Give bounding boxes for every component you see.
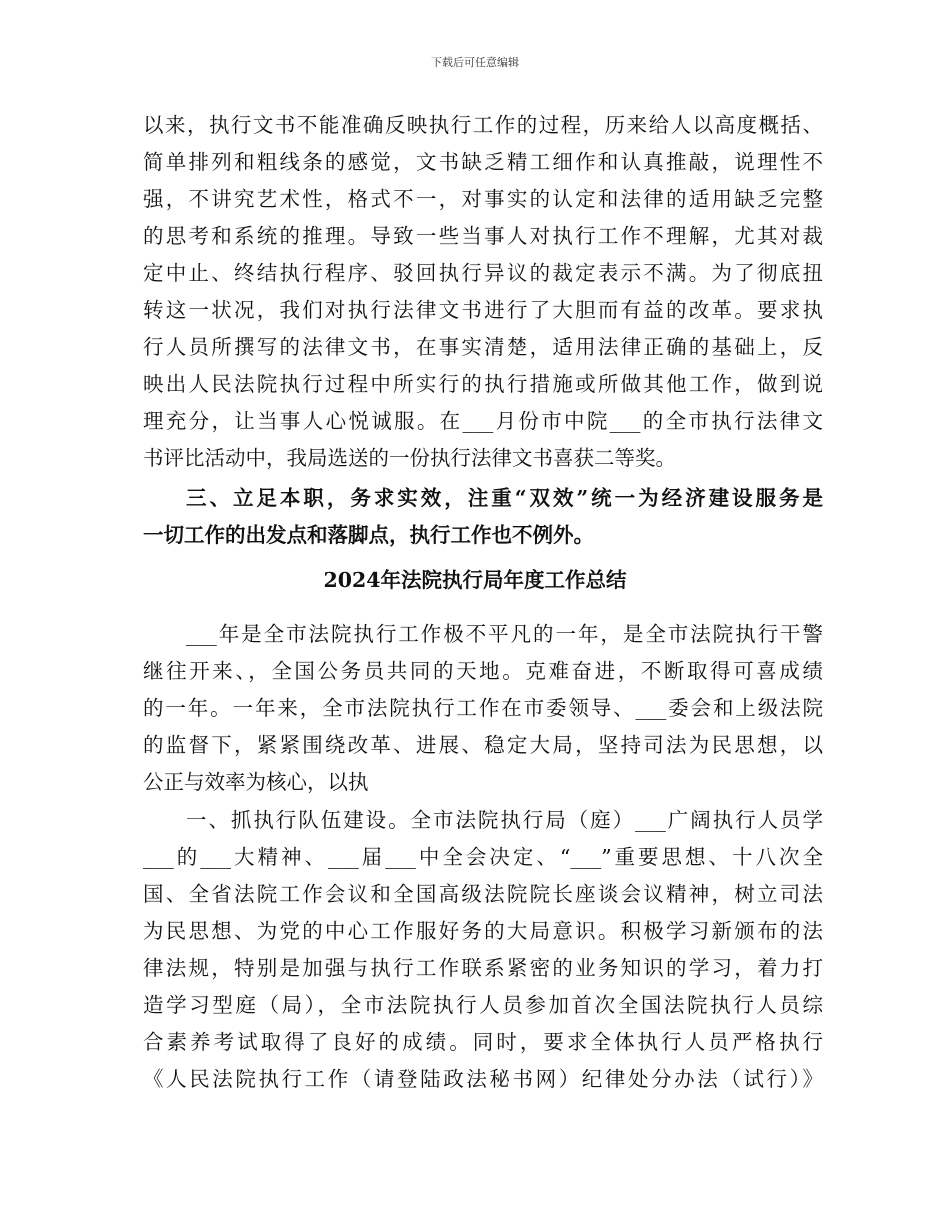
text-line: 的一年。一年来，全市法院执行工作在市委领导、___委会和上级法院 [143,696,823,720]
bold-text-line: 一切工作的出发点和落脚点，执行工作也不例外。 [143,523,594,547]
text-line: ___的___大精神、___届___中全会决定、“___”重要思想、十八次全 [143,845,823,869]
text-line: 为民思想、为党的中心工作服好务的大局意识。积极学习新颁布的法 [143,919,823,943]
text-line: 继往开来、，全国公务员共同的天地。克难奋进，不断取得可喜成绩 [143,659,823,683]
bold-text-line: 三、立足本职，务求实效，注重“双效”统一为经济建设服务是 [186,486,823,510]
text-line: 以来，执行文书不能准确反映执行工作的过程，历来给人以高度概括、 [143,113,823,137]
text-line: 合素养考试取得了良好的成绩。同时，要求全体执行人员严格执行 [143,1030,823,1054]
text-line: 律法规，特别是加强与执行工作联系紧密的业务知识的学习，着力打 [143,956,823,980]
page-header: 下载后可任意编辑 [431,56,519,69]
text-line: 公正与效率为核心，以执 [143,770,369,794]
text-line: 一、抓执行队伍建设。全市法院执行局（庭）___广阔执行人员学 [186,808,823,832]
text-line: 定中止、终结执行程序、驳回执行异议的裁定表示不满。为了彻底扭 [143,261,823,285]
text-line: 《人民法院执行工作（请登陆政法秘书网）纪律处分办法（试行）》 [143,1067,823,1091]
text-line: 造学习型庭（局），全市法院执行人员参加首次全国法院执行人员综 [143,993,823,1017]
text-line: 转这一状况，我们对执行法律文书进行了大胆而有益的改革。要求执 [143,298,823,322]
text-line: 理充分，让当事人心悦诚服。在___月份市中院___的全市执行法律文 [143,409,823,433]
text-line: 的思考和系统的推理。导致一些当事人对执行工作不理解，尤其对裁 [143,224,823,248]
text-line: 书评比活动中，我局选送的一份执行法律文书喜获二等奖。 [143,446,676,470]
text-line: 映出人民法院执行过程中所实行的执行措施或所做其他工作，做到说 [143,372,823,396]
text-line: 简单排列和粗线条的感觉，文书缺乏精工细作和认真推敲，说理性不 [143,150,823,174]
text-line: ___年是全市法院执行工作极不平凡的一年，是全市法院执行干警 [186,622,823,646]
text-line: 的监督下，紧紧围绕改革、进展、稳定大局，坚持司法为民思想，以 [143,733,823,757]
text-line: 强，不讲究艺术性，格式不一，对事实的认定和法律的适用缺乏完整 [143,187,823,211]
document-title: 2024年法院执行局年度工作总结 [323,568,627,592]
text-line: 国、全省法院工作会议和全国高级法院院长座谈会议精神，树立司法 [143,882,823,906]
text-line: 行人员所撰写的法律文书，在事实清楚，适用法律正确的基础上，反 [143,335,823,359]
